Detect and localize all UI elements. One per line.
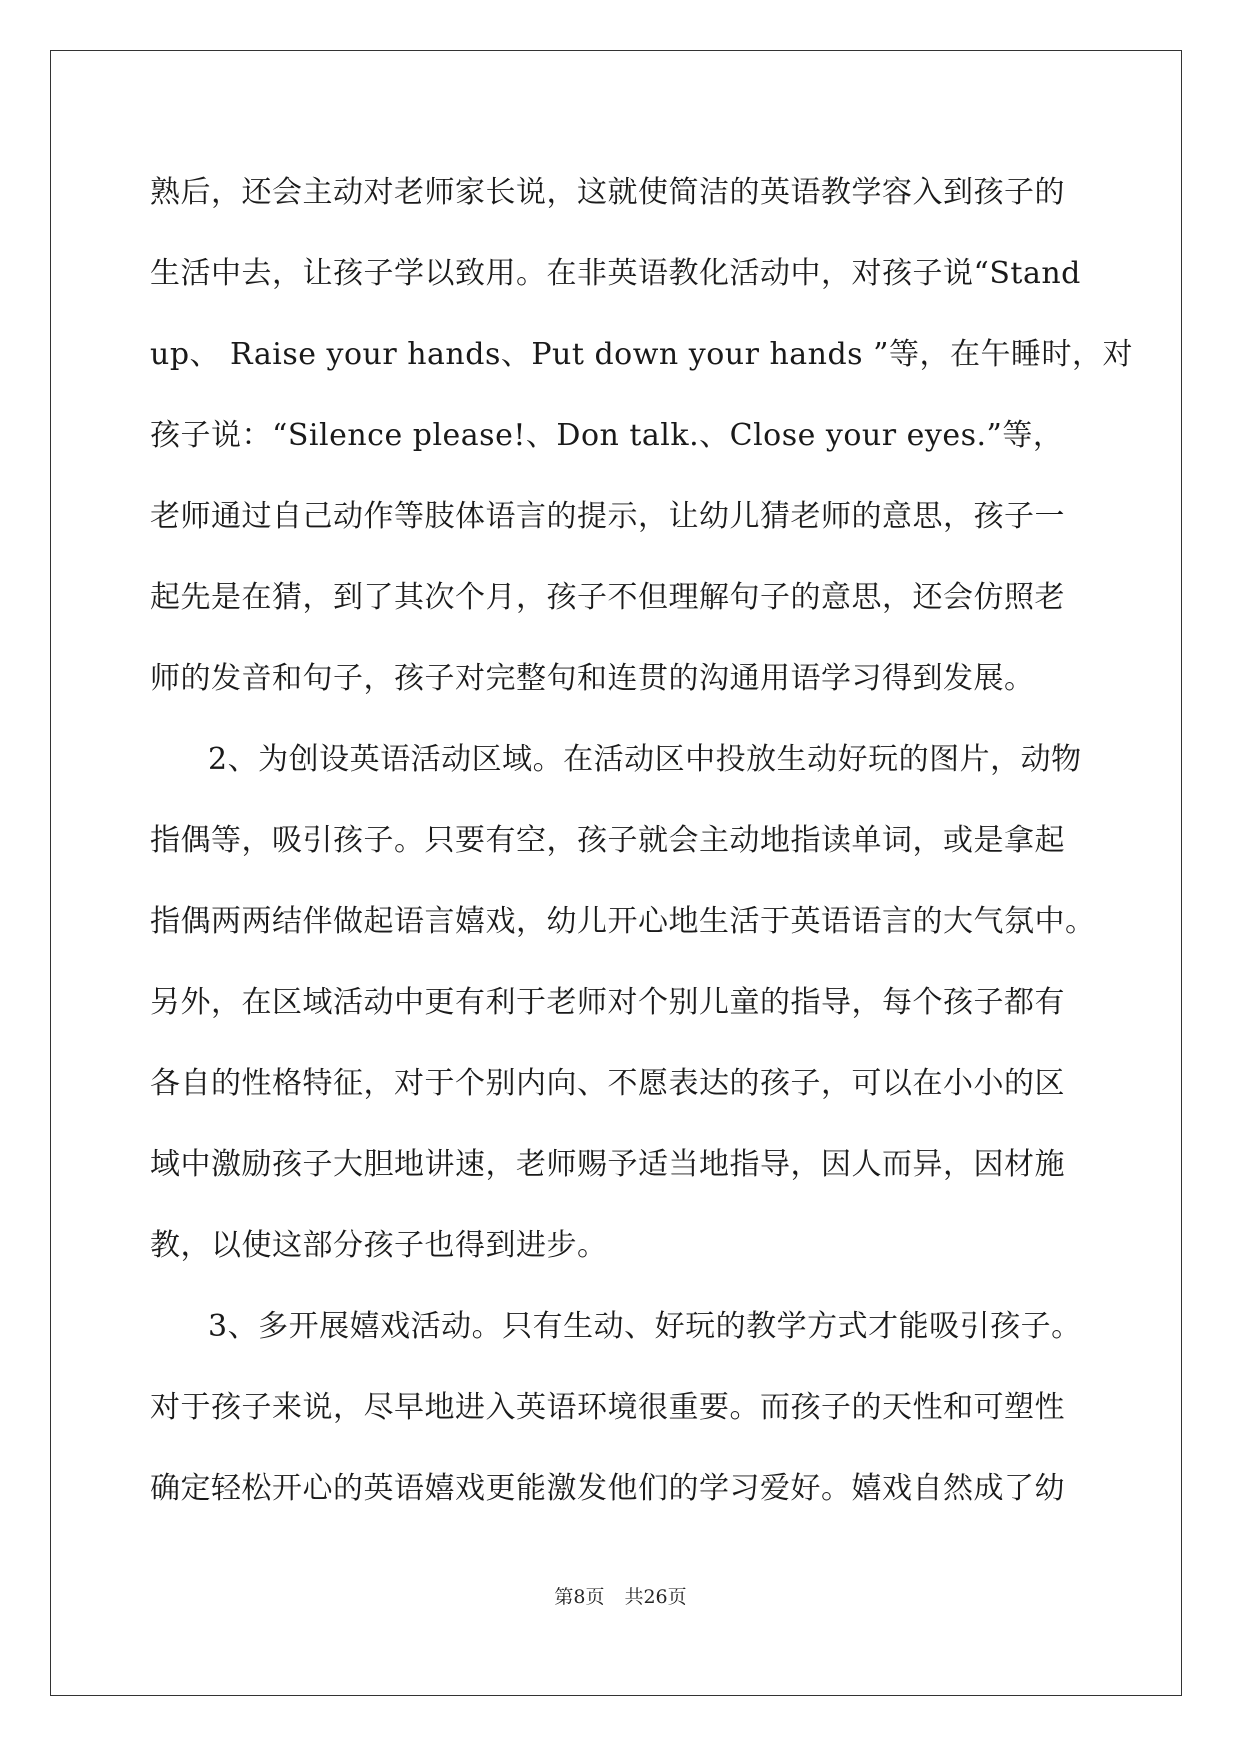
page-number: 第8页 xyxy=(554,1586,605,1608)
document-body xyxy=(150,152,1133,1529)
text-line: 起先是在猜，到了其次个月，孩子不但理解句子的意思，还会仿照老 xyxy=(150,580,1065,615)
text-line: 域中激励孩子大胆地讲速，老师赐予适当地指导，因人而异，因材施 xyxy=(150,1147,1065,1182)
text-line: 确定轻松开心的英语嬉戏更能激发他们的学习爱好。嬉戏自然成了幼 xyxy=(150,1471,1065,1506)
text-line: 指偶两两结伴做起语言嬉戏，幼儿开心地生活于英语语言的大气氛中。 xyxy=(150,904,1096,939)
text-line: 3、多开展嬉戏活动。只有生动、好玩的教学方式才能吸引孩子。 xyxy=(208,1309,1082,1344)
text-line: 另外，在区域活动中更有利于老师对个别儿童的指导，每个孩子都有 xyxy=(150,985,1065,1020)
text-line: 老师通过自己动作等肢体语言的提示，让幼儿猜老师的意思，孩子一 xyxy=(150,499,1065,534)
text-line: 孩子说：“Silence please!、Don talk.、Close your eyes.”等， xyxy=(150,418,1064,453)
text-line: 熟后，还会主动对老师家长说，这就使简洁的英语教学容入到孩子的 xyxy=(150,175,1065,210)
text-line: 指偶等，吸引孩子。只要有空，孩子就会主动地指读单词，或是拿起 xyxy=(150,823,1065,858)
text-line: 各自的性格特征，对于个别内向、不愿表达的孩子，可以在小小的区 xyxy=(150,1066,1065,1101)
text-line: 对于孩子来说，尽早地进入英语环境很重要。而孩子的天性和可塑性 xyxy=(150,1390,1065,1425)
page-total: 共26页 xyxy=(624,1586,687,1608)
text-line: 2、为创设英语活动区域。在活动区中投放生动好玩的图片，动物 xyxy=(208,742,1082,777)
text-line: 生活中去，让孩子学以致用。在非英语教化活动中，对孩子说“Stand xyxy=(150,256,1081,291)
page-footer xyxy=(0,1582,1241,1609)
text-line: 师的发音和句子，孩子对完整句和连贯的沟通用语学习得到发展。 xyxy=(150,661,1035,696)
text-line: 教，以使这部分孩子也得到进步。 xyxy=(150,1228,608,1263)
text-line: up、 Raise your hands、Put down your hands ”等，在午睡时，对 xyxy=(150,337,1133,372)
